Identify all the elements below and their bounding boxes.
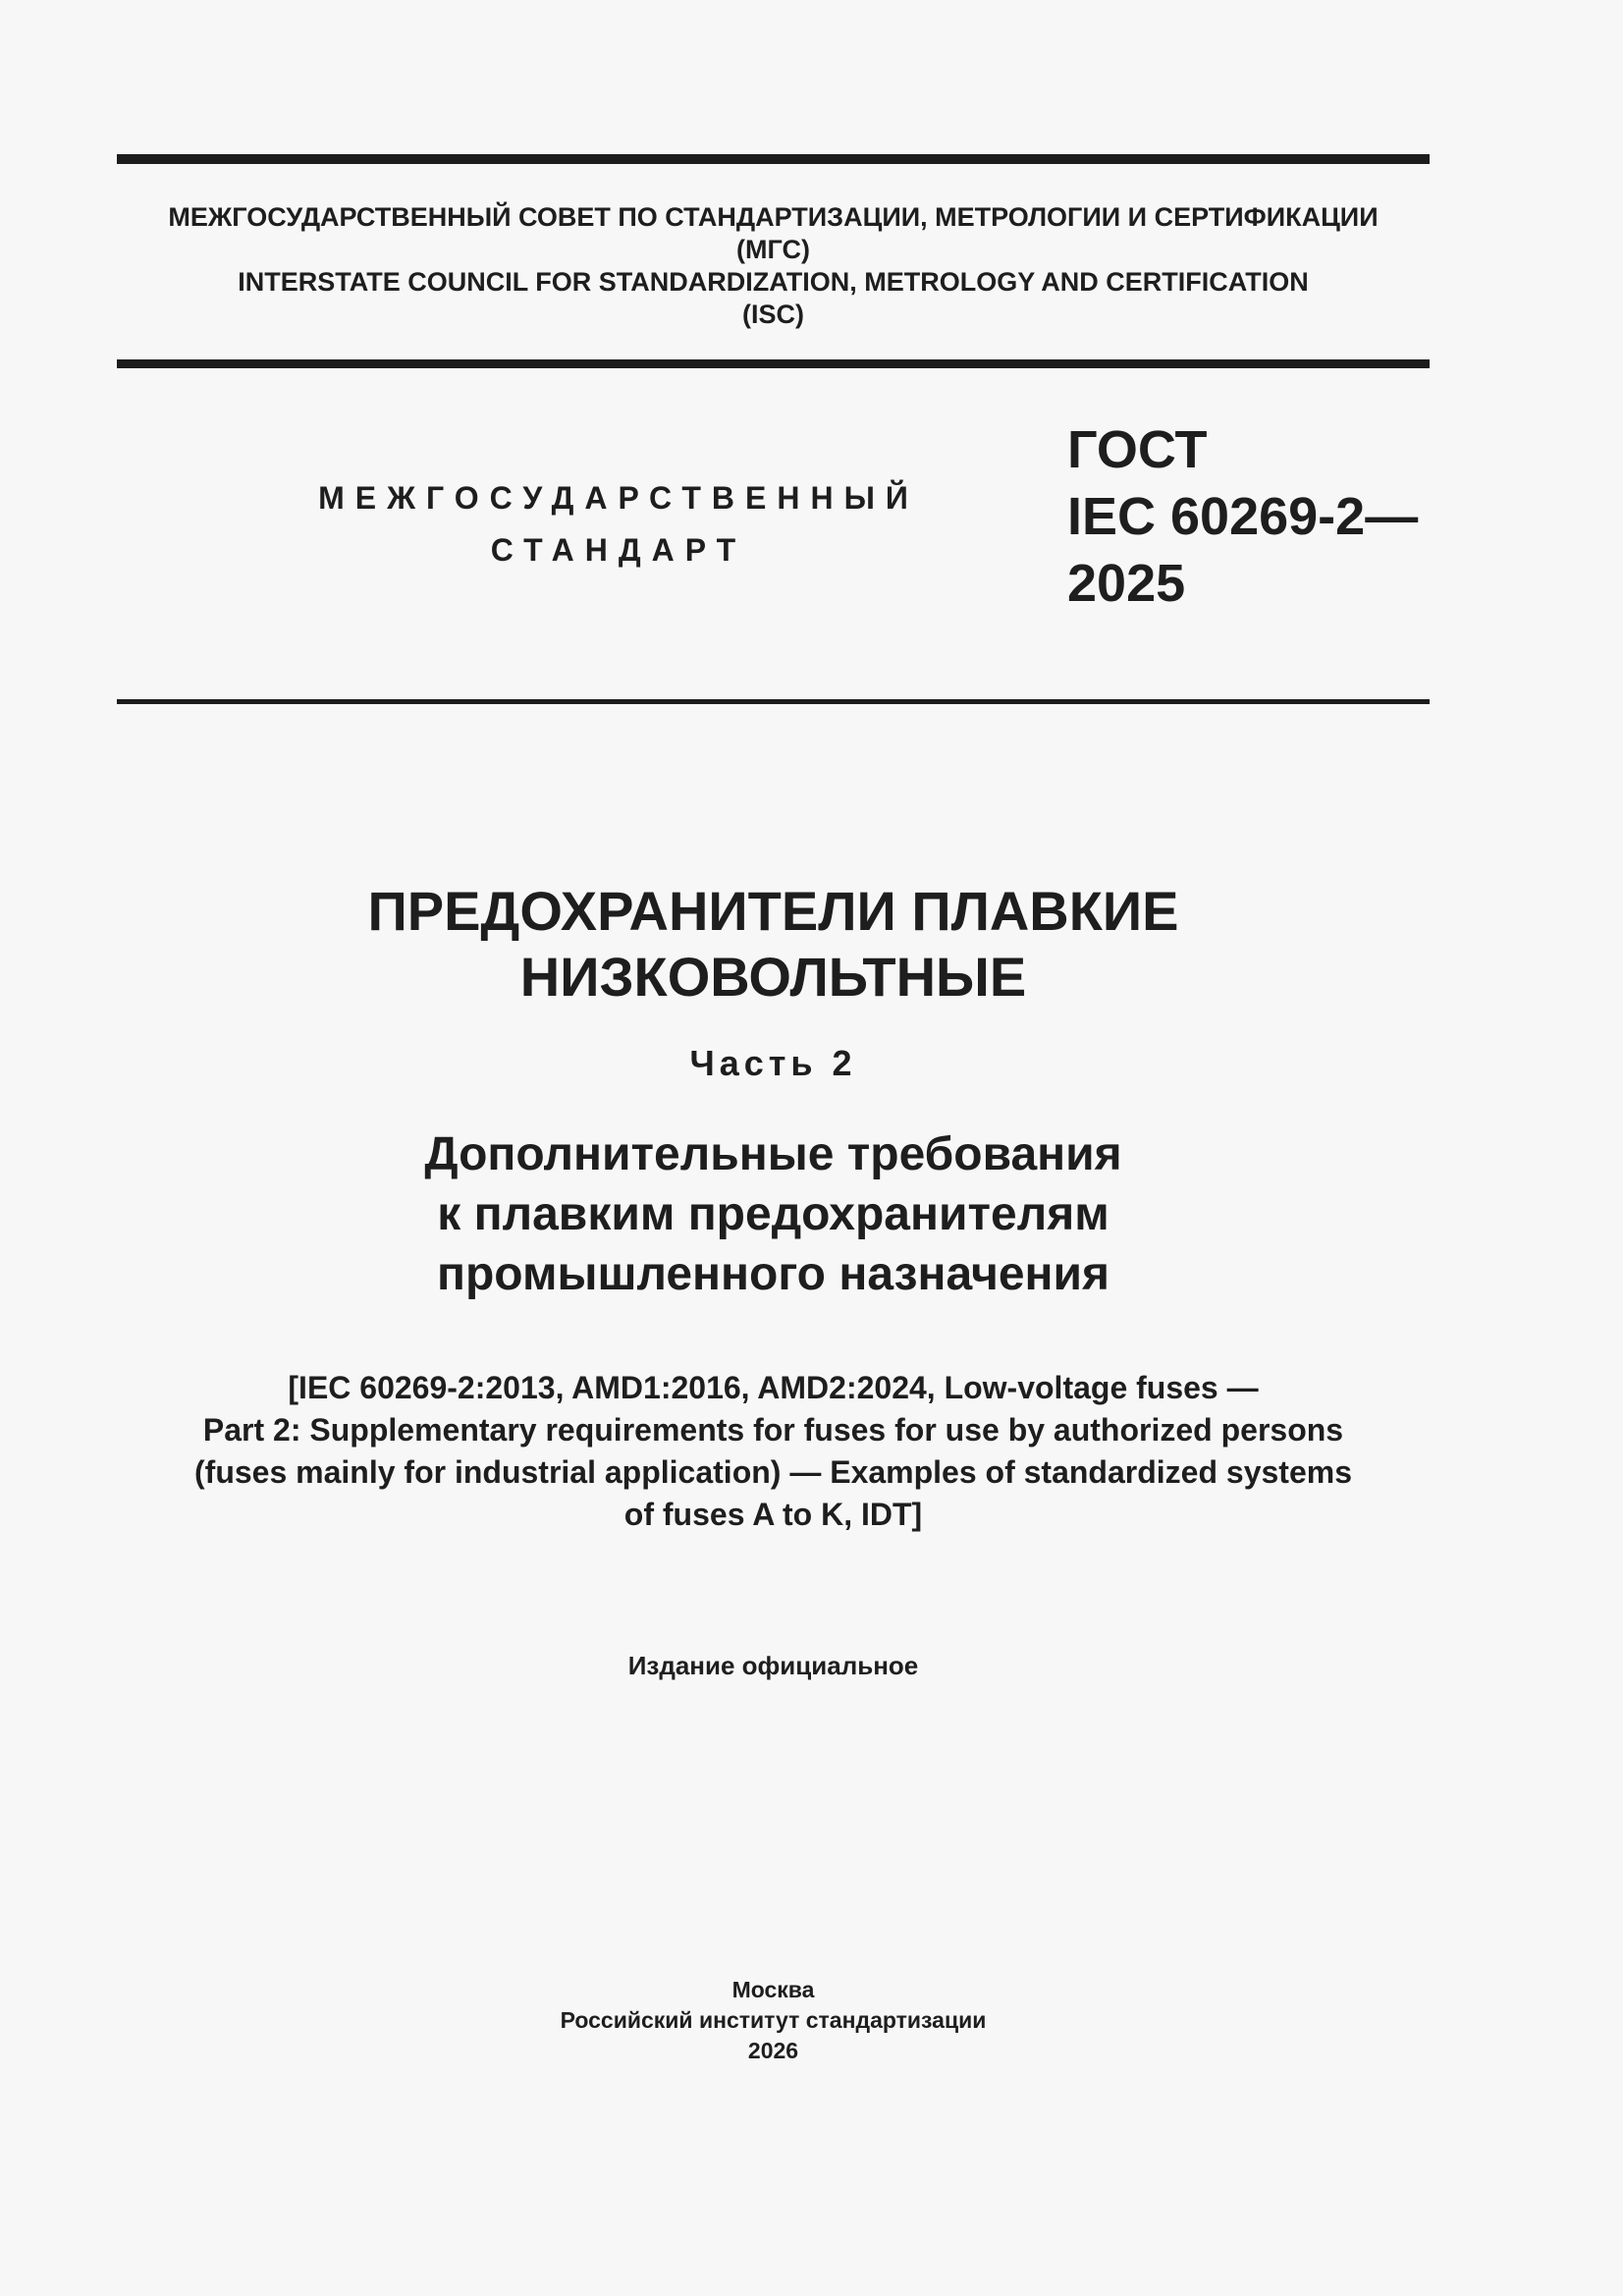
council-name-ru: МЕЖГОСУДАРСТВЕННЫЙ СОВЕТ ПО СТАНДАРТИЗАЦИИ, МЕТРОЛОГИИ И СЕРТИФИКАЦИИ — [168, 202, 1379, 232]
subtitle-line1: Дополнительные требования — [424, 1128, 1122, 1180]
document-subtitle — [117, 1124, 1430, 1304]
publisher-year: 2026 — [747, 2038, 799, 2063]
title-line2: НИЗКОВОЛЬТНЫЕ — [519, 946, 1027, 1008]
publisher-block — [117, 1975, 1430, 2066]
designation-line1: ГОСТ — [1067, 420, 1208, 479]
part-text: Часть 2 — [689, 1043, 857, 1083]
iec-reference — [117, 1367, 1430, 1536]
standard-type — [275, 472, 962, 576]
council-abbr-en: (ISC) — [742, 300, 804, 329]
iec-reference-line4: of fuses A to K, IDT] — [623, 1497, 923, 1532]
iec-reference-line1: [IEC 60269-2:2013, AMD1:2016, AMD2:2024, Low-voltage fuses — — [288, 1370, 1259, 1405]
standard-type-line2: СТАНДАРТ — [490, 532, 747, 568]
subtitle-line2: к плавким предохранителям — [437, 1188, 1109, 1240]
standard-type-line1: МЕЖГОСУДАРСТВЕННЫЙ — [318, 480, 919, 516]
publisher-name: Российский институт стандартизации — [560, 2007, 987, 2033]
part-label — [117, 1039, 1430, 1088]
iec-reference-line2: Part 2: Supplementary requirements for fuses for use by authorized persons — [202, 1412, 1344, 1448]
edition-text: Издание официальное — [627, 1651, 919, 1680]
lower-divider — [117, 699, 1430, 704]
document-title — [117, 878, 1430, 1010]
council-abbr-ru: (МГС) — [736, 235, 810, 264]
title-line1: ПРЕДОХРАНИТЕЛИ ПЛАВКИЕ — [367, 880, 1179, 942]
middle-divider — [117, 359, 1430, 368]
council-name-en: INTERSTATE COUNCIL FOR STANDARDIZATION, METROLOGY AND CERTIFICATION — [238, 267, 1309, 297]
subtitle-line3: промышленного назначения — [436, 1248, 1110, 1300]
edition-label — [117, 1648, 1430, 1683]
designation-line3: 2025 — [1067, 554, 1186, 613]
top-divider — [117, 154, 1430, 164]
iec-reference-line3: (fuses mainly for industrial application) — Examples of standardized systems — [194, 1454, 1352, 1490]
council-header — [117, 201, 1430, 331]
publisher-city: Москва — [731, 1977, 815, 2002]
designation-line2: IEC 60269-2— — [1067, 487, 1419, 546]
standard-designation — [1067, 416, 1418, 617]
